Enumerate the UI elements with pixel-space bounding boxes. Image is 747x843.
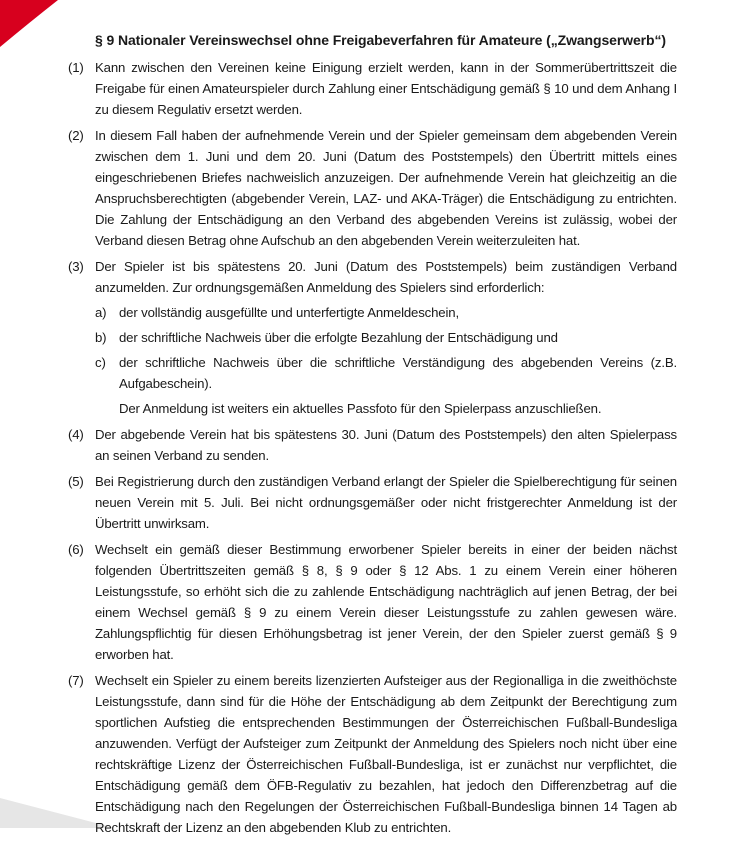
item-label: a): [95, 305, 107, 320]
paragraph-text: In diesem Fall haben der aufnehmende Verein und der Spieler gemeinsam dem abgebenden Verein zwischen dem 1. Juni und dem 20. Juni (Datum des Poststempels) den Übertritt mittels eines eingeschriebenen Briefes nachweislich anzuzeigen. Der aufnehmende Verein hat gleichzeitig an die Anspruchsberechtigten (abgebender Verein, LAZ- und AKA-Träger) die Entschädigung zu entrichten. Die Zahlung der Entschädigung an den Verband des abgebenden Vereins ist zulässig, wobei der Verband diesen Betrag ohne Aufschub an den abgebenden Verein weiterzuleiten hat.: [95, 128, 677, 248]
red-corner-shape: [0, 0, 58, 47]
paragraph-number: (3): [68, 259, 84, 274]
paragraph-2: [68, 125, 677, 251]
section-title: § 9 Nationaler Vereinswechsel ohne Freigabeverfahren für Amateure („Zwangserwerb“): [95, 32, 666, 48]
item-text: der schriftliche Nachweis über die erfolgte Bezahlung der Entschädigung und: [119, 330, 558, 345]
requirements-note: Der Anmeldung ist weiters ein aktuelles Passfoto für den Spielerpass anzuschließen.: [119, 401, 602, 416]
paragraph-text: Der abgebende Verein hat bis spätestens 30. Juni (Datum des Poststempels) den alten Spielerpass an seinen Verband zu senden.: [95, 427, 677, 463]
paragraph-4: [68, 424, 677, 466]
paragraph-body: [95, 424, 677, 466]
paragraph-number: (5): [68, 474, 84, 489]
red-corner-decoration: [0, 0, 60, 48]
requirement-item-b: [95, 327, 677, 348]
paragraph-text: Bei Registrierung durch den zuständigen Verband erlangt der Spieler die Spielberechtigung für seinen neuen Verein mit 5. Juli. Bei nicht ordnungsgemäßer oder nicht fristgerechter Anmeldung ist der Übertritt unwirksam.: [95, 474, 677, 531]
paragraph-text: Wechselt ein gemäß dieser Bestimmung erworbener Spieler bereits in einer der beiden nächst folgenden Übertrittszeiten gemäß § 8, § 9 oder § 12 Abs. 1 zu einem Verein einer höheren Leistungsstufe, so erhöht sich die zu zahlende Entschädigung nachträglich auf jenen Betrag, der bei einem Wechsel gemäß § 9 zu einem Verein dieser Leistungsstufe zu zahlen gewesen wäre. Zahlungspflichtig für diesen Erhöhungsbetrag ist jener Verein, der den Spieler zuerst gemäß § 9 erworben hat.: [95, 542, 677, 662]
requirement-item-c: [95, 352, 677, 394]
paragraph-text: Wechselt ein Spieler zu einem bereits lizenzierten Aufsteiger aus der Regionalliga in die zweithöchste Leistungsstufe, dann sind für die Höhe der Entschädigung ab dem Zeitpunkt der Berechtigung zum sportlichen Aufstieg die entsprechenden Bestimmungen der Österreichischen Fußball-Bundesliga anzuwenden. Verfügt der Aufsteiger zum Zeitpunkt der Anmeldung des Spielers noch nicht über eine rechtskräftige Lizenz der Österreichischen Fußball-Bundesliga, ist er zunächst nur verpflichtet, die Entschädigung gemäß dem ÖFB-Regulativ zu bezahlen, hat jedoch den Differenzbetrag auf die Entschädigung nach den Regelungen der Österreichischen Fußball-Bundesliga binnen 14 Tagen ab Rechtskraft der Lizenz an den abgebenden Klub zu entrichten.: [95, 673, 677, 835]
paragraph-number: (7): [68, 673, 84, 688]
requirements-list: [95, 302, 677, 419]
paragraph-number: (4): [68, 427, 84, 442]
document-page: [68, 30, 677, 843]
paragraph-body: [95, 670, 677, 838]
paragraph-6: [68, 539, 677, 665]
paragraph-list: [68, 57, 677, 838]
paragraph-3: [68, 256, 677, 419]
item-label: b): [95, 330, 107, 345]
item-text: der vollständig ausgefüllte und unterfertigte Anmeldeschein,: [119, 305, 459, 320]
requirement-item-a: [95, 302, 677, 323]
paragraph-body: [95, 471, 677, 534]
paragraph-1: [68, 57, 677, 120]
item-text: der schriftliche Nachweis über die schriftliche Verständigung des abgebenden Vereins (z.B. Aufgabeschein).: [119, 355, 677, 391]
item-label: c): [95, 355, 106, 370]
paragraph-number: (6): [68, 542, 84, 557]
paragraph-text: Kann zwischen den Vereinen keine Einigung erzielt werden, kann in der Sommerübertrittszeit die Freigabe für einen Amateurspieler durch Zahlung einer Entschädigung gemäß § 10 und dem Anhang I zu diesem Regulativ ersetzt werden.: [95, 60, 677, 117]
paragraph-number: (2): [68, 128, 84, 143]
paragraph-7: [68, 670, 677, 838]
paragraph-5: [68, 471, 677, 534]
paragraph-body: [95, 539, 677, 665]
paragraph-body: [95, 57, 677, 120]
paragraph-text: Der Spieler ist bis spätestens 20. Juni (Datum des Poststempels) beim zuständigen Verband anzumelden. Zur ordnungsgemäßen Anmeldung des Spielers sind erforderlich:: [95, 259, 677, 295]
paragraph-body: [95, 256, 677, 419]
paragraph-body: [95, 125, 677, 251]
paragraph-number: (1): [68, 60, 84, 75]
